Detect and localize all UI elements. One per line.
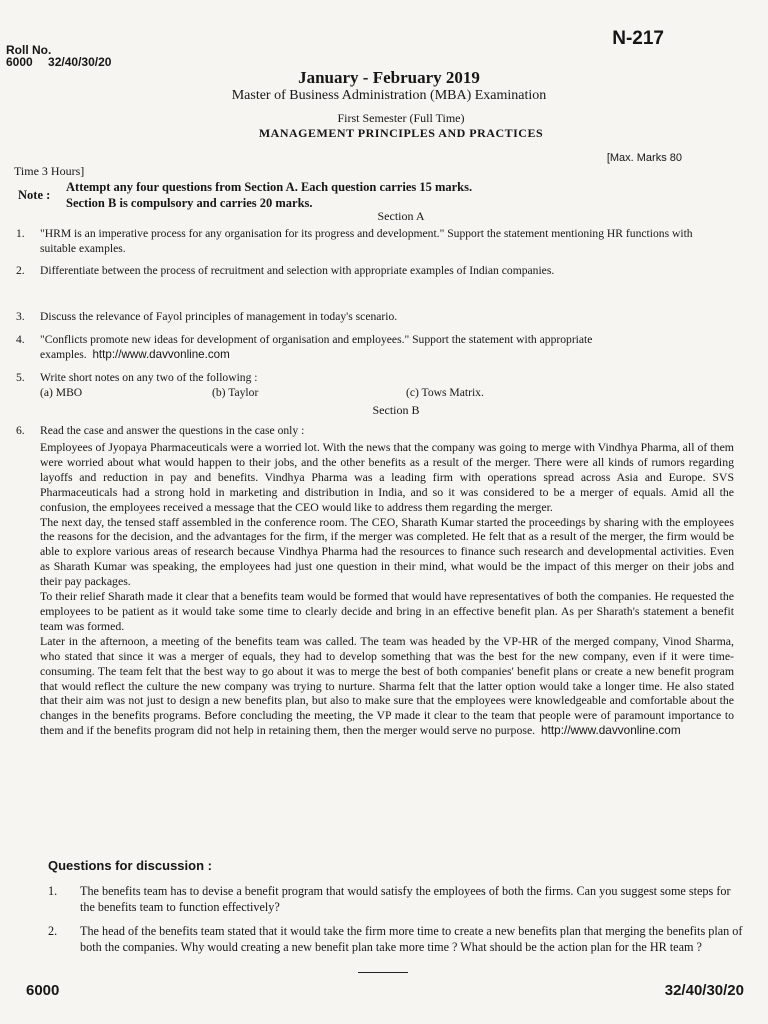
print-number: 6000 [6,55,33,69]
question-5 [16,370,728,385]
question-text: Write short notes on any two of the following : [40,371,258,384]
case-study [40,440,734,738]
question-number: 3. [16,310,25,323]
case-paragraph: Employees of Jyopaya Pharmaceuticals were a worried lot. With the news that the company was going to merge with Vindhya Pharma, all of them were worried about what would happen to their jobs, and the other benefits as a result of the merger. There were all kinds of rumors regarding layoffs and reduction in pay and benefits. Vindhya Pharma was a leading firm with operations spread across Asia and Europe. SVS Pharmaceuticals had a strong hold in marketing and distribution in India, and so it was considered to be a merger of equals. Amid all the confusion, the employees received a message that the CEO would like to address them regarding the merger. [40,440,734,514]
question-text: Read the case and answer the questions in the case only : [40,424,305,437]
question-number: 5. [16,371,25,384]
note-label: Note : [18,188,51,202]
source-url: http://www.davvonline.com [92,348,230,361]
max-marks: [Max. Marks 80 [606,152,682,164]
question-6 [16,423,728,438]
section-b-heading: Section B [372,403,420,417]
question-text: "HRM is an imperative process for any organisation for its progress and development." Support the statement mentioning HR functions with suitable examples. [40,227,693,255]
question-number: 2. [16,264,25,277]
exam-session: January - February 2019 [298,68,480,87]
instructions-note [18,179,718,211]
question-number: 1. [48,884,58,898]
question-2 [16,263,728,278]
question-number: 2. [48,924,58,938]
option-c: (c) Tows Matrix. [406,386,484,399]
question-4 [16,332,728,362]
discussion-heading: Questions for discussion : [48,858,212,873]
question-3 [16,309,728,324]
paper-code: N-217 [612,28,664,49]
question-text: Discuss the relevance of Fayol principles of management in today's scenario. [40,310,398,323]
option-b: (b) Taylor [212,386,259,399]
question-1 [16,226,728,256]
question-number: 1. [16,227,25,240]
time-allowed: Time 3 Hours] [14,164,85,178]
question-text: Differentiate between the process of recruitment and selection with appropriate examples of Indian companies. [40,264,555,277]
end-rule [358,972,408,973]
option-a: (a) MBO [40,386,83,399]
exam-title: Master of Business Administration (MBA) Examination [231,88,547,103]
discussion-question-2 [48,924,744,955]
question-number: 4. [16,333,25,346]
subject-code: 32/40/30/20 [48,55,112,69]
case-paragraph: To their relief Sharath made it clear that a benefits team would be formed that would have representatives of both the companies. He requested the employees to be patient as it would take some time to clearly decide and bring in an effective benefit plan. As per Sharath's statement a benefit team was formed. [40,589,734,633]
question-number: 6. [16,424,25,437]
question-text: "Conflicts promote new ideas for development of organisation and employees." Support the statement with appropriate examples. [40,333,593,361]
roll-number-block [6,44,123,68]
note-line-2: Section B is compulsory and carries 20 marks. [66,196,313,210]
roll-number-label: Roll No. [6,43,52,57]
question-text: The head of the benefits team stated that it would take the firm more time to create a new benefits plan that merging the benefits plan of both the companies. Why would creating a new benefit plan take more time ? What should be the action plan for the HR team ? [80,924,743,954]
footer-print-number: 6000 [26,982,60,999]
footer-subject-code: 32/40/30/20 [664,982,744,999]
discussion-question-1 [48,884,744,915]
course-title: MANAGEMENT PRINCIPLES AND PRACTICES [258,126,544,140]
source-url: http://www.davvonline.com [541,723,681,738]
semester-label: First Semester (Full Time) [337,111,465,125]
question-text: The benefits team has to devise a benefit program that would satisfy the employees of both the firms. Can you suggest some steps for the benefits team to function effectively? [80,884,731,914]
section-a-heading: Section A [377,209,425,223]
case-paragraph: Later in the afternoon, a meeting of the benefits team was called. The team was headed by the VP-HR of the merged company, Vinod Sharma, who stated that since it was a merger of equals, they had to develop something that was the best for the new company, even if it were time-consuming. The team felt that the best way to go about it was to merge the best of both companies' benefit plans or create a new benefit program that would reflect the culture the new company was trying to nurture. Sharma felt that the latter option would take a longer time. He also stated that their aim was not just to design a new benefits plan, but also to make sure that the employees were knowledgeable and comfortable about the changes in the benefits programs. Before concluding the meeting, the VP made it clear to the team that people were of paramount importance to them and if the benefits program did not help in retaining them, then the merger would serve no purpose. [40,633,734,738]
note-line-1: Attempt any four questions from Section A. Each question carries 15 marks. [66,180,473,194]
case-paragraph: The next day, the tensed staff assembled in the conference room. The CEO, Sharath Kumar started the proceedings by sharing with the employees the reasons for the decision, and the advantages for the firm, if the merger was completed. He felt that as a result of the merger, the firm would be able to explore various areas of research because Vindhya Pharma had the resources to finance such research and developmental activities. Even as Sharath Kumar was speaking, the employees had just one question in their mind, what would be the impact of this merger on their jobs and their pay packages. [40,514,734,589]
